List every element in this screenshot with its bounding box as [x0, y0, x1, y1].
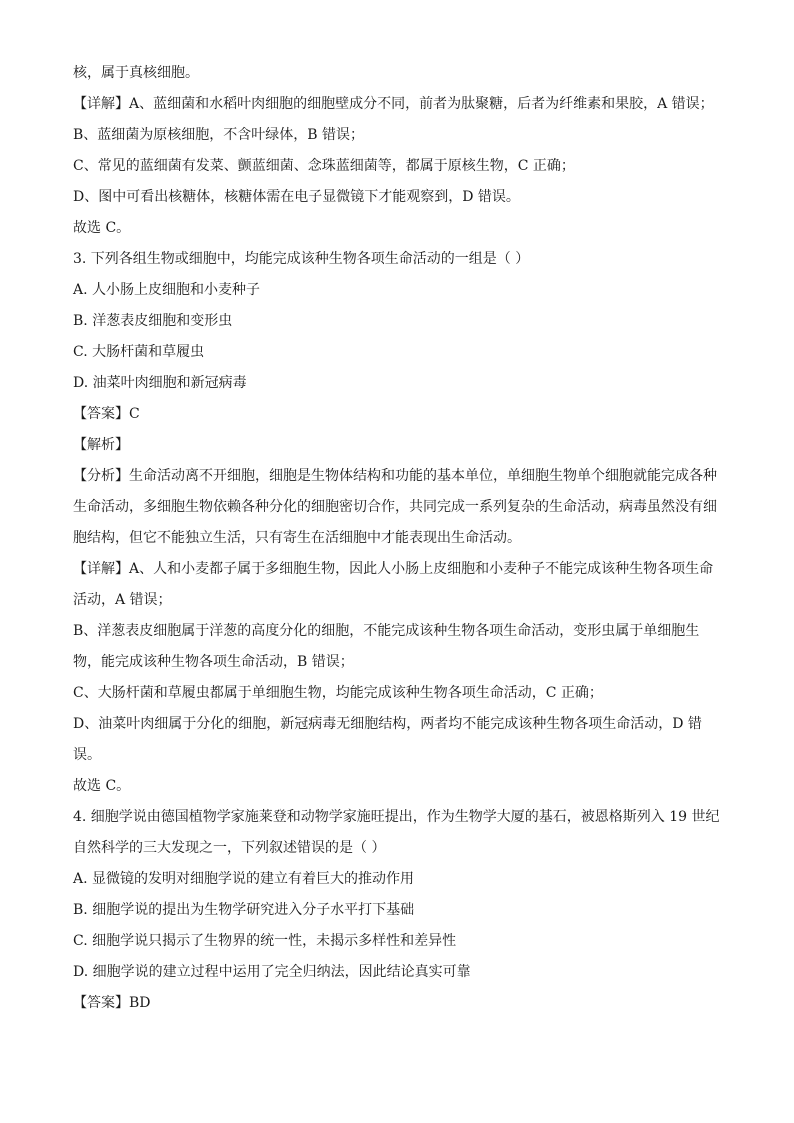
- text-line: [73, 709, 723, 740]
- option-d: [73, 957, 723, 988]
- analysis-heading: [73, 430, 723, 461]
- line-text: A、人和小麦都子属于多细胞生物，因此人小肠上皮细胞和小麦种子不能完成该种生物各项生命: [129, 561, 714, 577]
- question-stem: [73, 802, 723, 833]
- line-text: D. 油菜叶肉细胞和新冠病毒: [73, 375, 247, 391]
- line-text: 误。: [73, 747, 101, 763]
- line-text: 故选 C。: [73, 220, 131, 236]
- text-line: [73, 740, 723, 771]
- line-text: 自然科学的三大发现之一，下列叙述错误的是（ ）: [73, 840, 386, 856]
- answer-line: [73, 988, 723, 1019]
- answer-line: [73, 399, 723, 430]
- line-text: 核，属于真核细胞。: [73, 65, 199, 81]
- line-text: 生命活动，多细胞生物依赖各种分化的细胞密切合作，共同完成一系列复杂的生命活动，病毒虽然没有细: [73, 499, 717, 515]
- text-line: [73, 182, 723, 213]
- question-stem: [73, 244, 723, 275]
- line-text: 活动，A 错误；: [73, 592, 172, 608]
- line-text: 3. 下列各组生物或细胞中，均能完成该种生物各项生命活动的一组是（ ）: [73, 251, 530, 267]
- line-text: C. 大肠杆菌和草履虫: [73, 344, 205, 360]
- line-text: A. 显微镜的发明对细胞学说的建立有着巨大的推动作用: [73, 871, 415, 887]
- text-line: [73, 58, 723, 89]
- line-text: D、图中可看出核糖体，核糖体需在电子显微镜下才能观察到，D 错误。: [73, 189, 520, 205]
- section-tag: 【详解】: [73, 561, 129, 577]
- text-line: [73, 523, 723, 554]
- line-text: D、油菜叶肉细属于分化的细胞，新冠病毒无细胞结构，两者均不能完成该种生物各项生命活动，D 错: [73, 716, 702, 732]
- section-tag: 【详解】: [73, 96, 129, 112]
- line-text: 4. 细胞学说由德国植物学家施莱登和动物学家施旺提出，作为生物学大厦的基石，被恩格斯列入 19 世纪: [73, 809, 720, 825]
- option-a: [73, 275, 723, 306]
- option-b: [73, 306, 723, 337]
- line-text: C、大肠杆菌和草履虫都属于单细胞生物，均能完成该种生物各项生命活动，C 正确；: [73, 685, 603, 701]
- text-line: [73, 585, 723, 616]
- option-c: [73, 926, 723, 957]
- option-a: [73, 864, 723, 895]
- line-text: D. 细胞学说的建立过程中运用了完全归纳法，因此结论真实可靠: [73, 964, 471, 980]
- text-line: [73, 554, 723, 585]
- line-text: B. 细胞学说的提出为生物学研究进入分子水平打下基础: [73, 902, 415, 918]
- option-b: [73, 895, 723, 926]
- line-text: A. 人小肠上皮细胞和小麦种子: [73, 282, 261, 298]
- text-line: [73, 461, 723, 492]
- text-line: [73, 151, 723, 182]
- section-tag: 【分析】: [73, 468, 129, 484]
- line-text: 物，能完成该种生物各项生命活动，B 错误；: [73, 654, 354, 670]
- line-text: C、常见的蓝细菌有发菜、颤蓝细菌、念珠蓝细菌等，都属于原核生物，C 正确；: [73, 158, 575, 174]
- line-text: 故选 C。: [73, 778, 131, 794]
- text-line: [73, 616, 723, 647]
- line-text: C. 细胞学说只揭示了生物界的统一性，未揭示多样性和差异性: [73, 933, 457, 949]
- section-tag: 【答案】: [73, 995, 129, 1011]
- text-line: [73, 213, 723, 244]
- line-text: 生命活动离不开细胞，细胞是生物体结构和功能的基本单位，单细胞生物单个细胞就能完成各种: [129, 468, 717, 484]
- document-page: [73, 58, 723, 1019]
- text-line: [73, 647, 723, 678]
- text-line: [73, 120, 723, 151]
- line-text: B、洋葱表皮细胞属于洋葱的高度分化的细胞，不能完成该种生物各项生命活动，变形虫属于单细胞生: [73, 623, 700, 639]
- section-tag: 【解析】: [73, 437, 129, 453]
- option-c: [73, 337, 723, 368]
- line-text: 胞结构，但它不能独立生活，只有寄生在活细胞中才能表现出生命活动。: [73, 530, 521, 546]
- question-stem: [73, 833, 723, 864]
- line-text: A、蓝细菌和水稻叶肉细胞的细胞壁成分不同，前者为肽聚糖，后者为纤维素和果胶，A 错误；: [129, 96, 714, 112]
- line-text: C: [129, 406, 140, 422]
- line-text: BD: [129, 995, 151, 1011]
- text-line: [73, 771, 723, 802]
- text-line: [73, 678, 723, 709]
- text-line: [73, 89, 723, 120]
- text-line: [73, 492, 723, 523]
- option-d: [73, 368, 723, 399]
- line-text: B、蓝细菌为原核细胞，不含叶绿体，B 错误；: [73, 127, 365, 143]
- section-tag: 【答案】: [73, 406, 129, 422]
- line-text: B. 洋葱表皮细胞和变形虫: [73, 313, 233, 329]
